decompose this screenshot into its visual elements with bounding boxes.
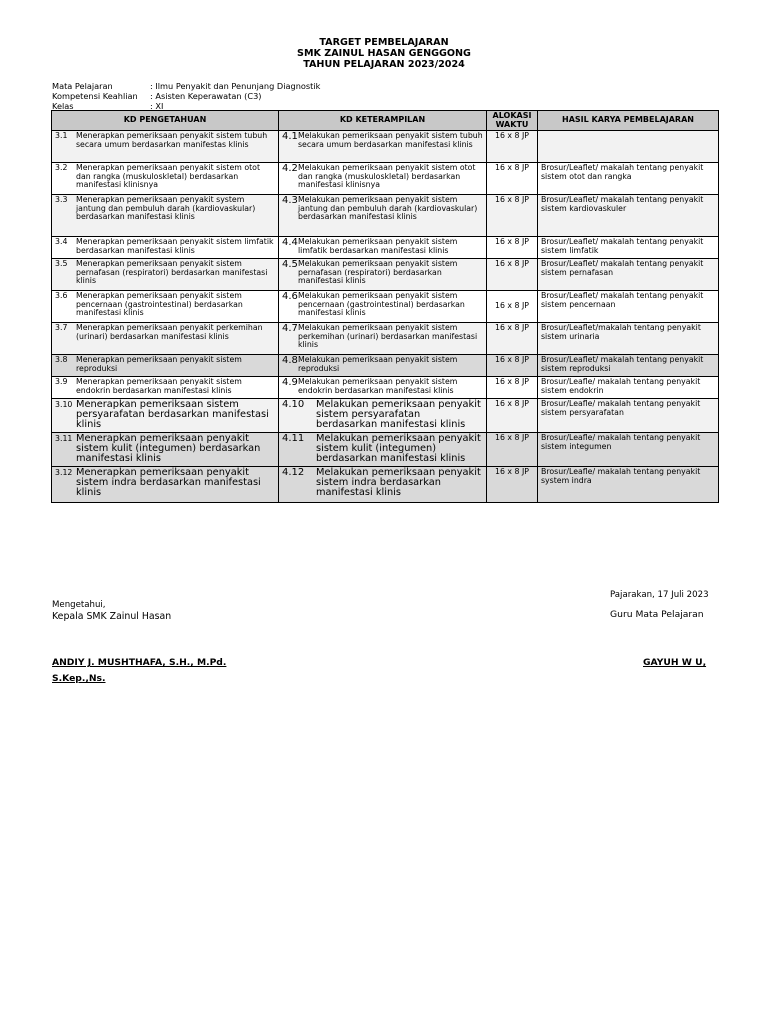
- hasil-cell: [538, 131, 719, 163]
- kd-number: 3.9: [55, 377, 68, 387]
- kd-text: Melakukan pemeriksaan penyakit sistem tubuh secara umum berdasarkan manifestasi klinis: [298, 131, 483, 149]
- alokasi-cell: 16 x 8 JP: [487, 163, 538, 195]
- kd-keterampilan-cell: [279, 195, 487, 237]
- hasil-cell: Brosur/Leaflet/makalah tentang penyakit sistem urinaria: [538, 323, 719, 355]
- hasil-cell: Brosur/Leafle/ makalah tentang penyakit sistem integumen: [538, 433, 719, 467]
- kd-text: Melakukan pemeriksaan penyakit sistem endokrin berdasarkan manifestasi klinis: [298, 377, 458, 395]
- info-value: : XI: [150, 101, 164, 111]
- kd-text: Melakukan pemeriksaan penyakit sistem otot dan rangka (muskuloskletal) berdasarkan manifestasi klinisnya: [298, 163, 476, 190]
- kd-number: 3.12: [55, 468, 73, 478]
- alokasi-cell: 16 x 8 JP: [487, 131, 538, 163]
- table-row: [52, 355, 719, 377]
- kd-keterampilan-cell: [279, 399, 487, 433]
- kd-keterampilan-cell: [279, 323, 487, 355]
- headmaster-signature-block: [52, 600, 171, 622]
- kd-number: 3.6: [55, 291, 68, 301]
- kd-number: 4.7: [282, 323, 298, 335]
- learning-target-table: [51, 110, 719, 503]
- kd-number: 3.1: [55, 131, 68, 141]
- kd-pengetahuan-cell: [52, 323, 279, 355]
- kd-text: Melakukan pemeriksaan penyakit sistem perkemihan (urinari) berdasarkan manifestasi klinis: [298, 323, 478, 350]
- hasil-cell: Brosur/Leaflet/ makalah tentang penyakit sistem pernafasan: [538, 259, 719, 291]
- hasil-cell: Brosur/Leafle/ makalah tentang penyakit sistem endokrin: [538, 377, 719, 399]
- kd-number: 4.4: [282, 237, 298, 249]
- info-value: : Asisten Keperawatan (C3): [150, 91, 262, 101]
- kd-text: Menerapkan pemeriksaan penyakit sistem indra berdasarkan manifestasi klinis: [76, 467, 261, 499]
- hasil-cell: Brosur/Leaflet/ makalah tentang penyakit sistem pencernaan: [538, 291, 719, 323]
- kd-pengetahuan-cell: [52, 377, 279, 399]
- kd-keterampilan-cell: [279, 131, 487, 163]
- document-title: TARGET PEMBELAJARAN: [319, 37, 449, 48]
- kd-keterampilan-cell: [279, 291, 487, 323]
- kd-text: Menerapkan pemeriksaan penyakit sistem otot dan rangka (muskuloskletal) berdasarkan manifestasi klinisnya: [76, 163, 261, 190]
- table-row: [52, 163, 719, 195]
- kd-text: Melakukan pemeriksaan penyakit sistem kulit (integumen) berdasarkan manifestasi klinis: [316, 433, 481, 465]
- kd-pengetahuan-cell: [52, 467, 279, 503]
- hasil-cell: Brosur/Leafle/ makalah tentang penyakit sistem persyarafatan: [538, 399, 719, 433]
- kd-number: 4.10: [282, 399, 305, 411]
- info-label: Mata Pelajaran: [52, 81, 113, 91]
- info-row-competency: [52, 91, 320, 101]
- alokasi-cell: 16 x 8 JP: [487, 259, 538, 291]
- kd-pengetahuan-cell: [52, 163, 279, 195]
- headmaster-name: ANDIY J. MUSHTHAFA, S.H., M.Pd.: [52, 657, 227, 668]
- hasil-cell: Brosur/Leaflet/ makalah tentang penyakit sistem limfatik: [538, 237, 719, 259]
- kd-pengetahuan-cell: [52, 433, 279, 467]
- kd-text: Melakukan pemeriksaan penyakit sistem reproduksi: [298, 355, 458, 373]
- kd-number: 4.12: [282, 467, 305, 479]
- alokasi-cell: 16 x 8 JP: [487, 377, 538, 399]
- alokasi-cell: 16 x 8 JP: [487, 195, 538, 237]
- kd-text: Menerapkan pemeriksaan penyakit perkemihan (urinari) berdasarkan manifestasi klinis: [76, 323, 263, 341]
- teacher-name: GAYUH W U,: [643, 657, 707, 668]
- table-header-row: [52, 111, 719, 131]
- table-row: [52, 237, 719, 259]
- hasil-cell: Brosur/Leaflet/ makalah tentang penyakit sistem otot dan rangka: [538, 163, 719, 195]
- kd-number: 3.5: [55, 259, 68, 269]
- table-row: [52, 291, 719, 323]
- kd-keterampilan-cell: [279, 467, 487, 503]
- table-row: [52, 195, 719, 237]
- kd-text: Melakukan pemeriksaan penyakit sistem indra berdasarkan manifestasi klinis: [316, 467, 481, 499]
- kd-pengetahuan-cell: [52, 355, 279, 377]
- alokasi-cell: 16 x 8 JP: [487, 355, 538, 377]
- table-row: [52, 399, 719, 433]
- kd-number: 3.3: [55, 195, 68, 205]
- kd-number: 4.3: [282, 195, 298, 207]
- table-row: [52, 467, 719, 503]
- kd-text: Melakukan pemeriksaan penyakit sistem pernafasan (respiratori) berdasarkan manifestasi klinis: [298, 259, 458, 286]
- teacher-signature-block: [610, 590, 709, 620]
- kd-text: Menerapkan pemeriksaan penyakit sistem tubuh secara umum berdasarkan manifestas klinis: [76, 131, 268, 149]
- alokasi-cell: 16 x 8 JP: [487, 399, 538, 433]
- alokasi-cell: 16 x 8 JP: [487, 323, 538, 355]
- kd-pengetahuan-cell: [52, 399, 279, 433]
- kd-text: Menerapkan pemeriksaan penyakit sistem pernafasan (respiratori) berdasarkan manifestasi klinis: [76, 259, 268, 286]
- place-date: Pajarakan, 17 Juli 2023: [610, 590, 709, 600]
- column-header-alokasi-waktu: ALOKASI WAKTU: [487, 111, 538, 131]
- kd-number: 4.11: [282, 433, 305, 445]
- kd-number: 3.4: [55, 237, 68, 247]
- teacher-title: Guru Mata Pelajaran: [610, 609, 704, 620]
- kd-number: 4.5: [282, 259, 298, 271]
- kd-text: Menerapkan pemeriksaan penyakit sistem pencernaan (gastrointestinal) berdasarkan manifestasi klinis: [76, 291, 243, 318]
- headmaster-degree: S.Kep.,Ns.: [52, 673, 106, 684]
- kd-text: Menerapkan pemeriksaan penyakit system jantung dan pembuluh darah (kardiovaskular) berdasarkan manifestasi klinis: [76, 195, 256, 222]
- kd-pengetahuan-cell: [52, 259, 279, 291]
- kd-number: 4.8: [282, 355, 298, 367]
- kd-keterampilan-cell: [279, 163, 487, 195]
- kd-keterampilan-cell: [279, 355, 487, 377]
- kd-number: 4.2: [282, 163, 298, 175]
- kd-text: Melakukan pemeriksaan penyakit sistem jantung dan pembuluh darah (kardiovaskular) berdasarkan manifestasi klinis: [298, 195, 478, 222]
- alokasi-cell: 16 x 8 JP: [487, 291, 538, 323]
- kd-text: Menerapkan pemeriksaan penyakit sistem endokrin berdasarkan manifestasi klinis: [76, 377, 242, 395]
- table-row: [52, 323, 719, 355]
- kd-text: Menerapkan pemeriksaan penyakit sistem limfatik berdasarkan manifestasi klinis: [76, 237, 274, 255]
- kd-text: Melakukan pemeriksaan penyakit sistem persyarafatan berdasarkan manifestasi klinis: [316, 399, 481, 431]
- hasil-cell: Brosur/Leafle/ makalah tentang penyakit system indra: [538, 467, 719, 503]
- course-info: [52, 81, 320, 111]
- acknowledged-label: Mengetahui,: [52, 600, 106, 610]
- kd-keterampilan-cell: [279, 259, 487, 291]
- table-row: [52, 259, 719, 291]
- hasil-cell: Brosur/Leaflet/ makalah tentang penyakit sistem reproduksi: [538, 355, 719, 377]
- info-value: : Ilmu Penyakit dan Penunjang Diagnostik: [150, 81, 321, 91]
- kd-number: 3.10: [55, 400, 73, 410]
- kd-number: 3.2: [55, 163, 68, 173]
- info-label: Kelas: [52, 101, 74, 111]
- info-row-subject: [52, 81, 320, 91]
- kd-text: Menerapkan pemeriksaan sistem persyarafatan berdasarkan manifestasi klinis: [76, 399, 269, 431]
- kd-pengetahuan-cell: [52, 195, 279, 237]
- column-header-hasil-karya: HASIL KARYA PEMBELAJARAN: [538, 111, 719, 131]
- kd-number: 4.9: [282, 377, 298, 389]
- kd-number: 3.8: [55, 355, 68, 365]
- kd-keterampilan-cell: [279, 377, 487, 399]
- kd-number: 4.1: [282, 131, 298, 143]
- kd-pengetahuan-cell: [52, 291, 279, 323]
- document-header: [0, 37, 768, 70]
- headmaster-title: Kepala SMK Zainul Hasan: [52, 611, 172, 622]
- kd-number: 3.11: [55, 434, 73, 444]
- hasil-cell: Brosur/Leaflet/ makalah tentang penyakit sistem kardiovaskuler: [538, 195, 719, 237]
- kd-number: 3.7: [55, 323, 68, 333]
- kd-text: Menerapkan pemeriksaan penyakit sistem kulit (integumen) berdasarkan manifestasi klinis: [76, 433, 261, 465]
- kd-keterampilan-cell: [279, 433, 487, 467]
- kd-pengetahuan-cell: [52, 131, 279, 163]
- kd-pengetahuan-cell: [52, 237, 279, 259]
- school-year: TAHUN PELAJARAN 2023/2024: [303, 59, 465, 70]
- table-row: [52, 433, 719, 467]
- kd-number: 4.6: [282, 291, 298, 303]
- table-row: [52, 377, 719, 399]
- kd-text: Melakukan pemeriksaan penyakit sistem limfatik berdasarkan manifestasi klinis: [298, 237, 458, 255]
- column-header-kd-keterampilan: KD KETERAMPILAN: [279, 111, 487, 131]
- alokasi-cell: 16 x 8 JP: [487, 433, 538, 467]
- alokasi-cell: 16 x 8 JP: [487, 467, 538, 503]
- kd-keterampilan-cell: [279, 237, 487, 259]
- school-name: SMK ZAINUL HASAN GENGGONG: [297, 48, 471, 59]
- alokasi-cell: 16 x 8 JP: [487, 237, 538, 259]
- info-label: Kompetensi Keahlian: [52, 91, 138, 101]
- kd-text: Melakukan pemeriksaan penyakit sistem pencernaan (gastrointestinal) berdasarkan manifestasi klinis: [298, 291, 465, 318]
- column-header-kd-pengetahuan: KD PENGETAHUAN: [52, 111, 279, 131]
- table-row: [52, 131, 719, 163]
- kd-text: Menerapkan pemeriksaan penyakit sistem reproduksi: [76, 355, 242, 373]
